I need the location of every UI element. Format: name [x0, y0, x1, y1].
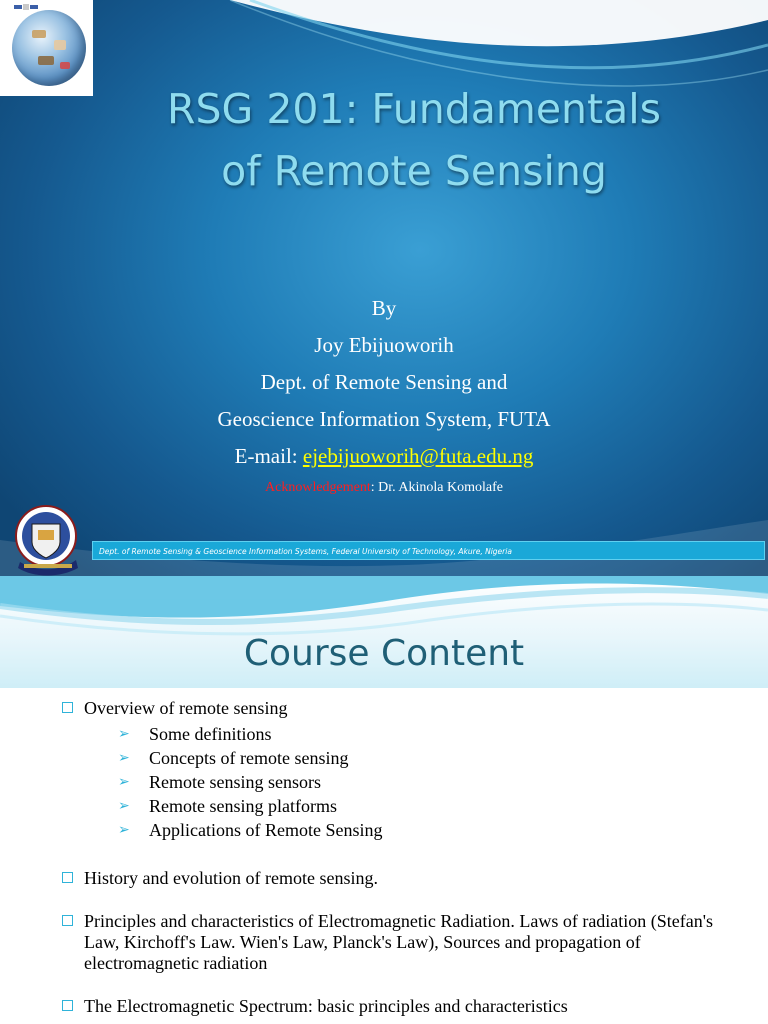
globe-icon	[12, 10, 86, 86]
course-content-slide	[0, 576, 768, 1024]
by-label: By	[371, 296, 397, 320]
course-content-list	[60, 698, 740, 1017]
list-item-label: History and evolution of remote sensing.	[84, 868, 378, 888]
sub-list	[84, 722, 740, 842]
square-bullet-icon	[62, 1000, 73, 1011]
sub-list-item-label: Remote sensing sensors	[149, 772, 321, 792]
arrow-bullet-icon: ➢	[118, 798, 130, 814]
sub-list-item	[84, 746, 740, 770]
title-line-1: RSG 201: Fundamentals	[167, 85, 661, 133]
slide-footer: Dept. of Remote Sensing & Geoscience Information Systems, Federal University of Technology, Akure, Nigeria	[92, 541, 765, 560]
university-crest-logo	[10, 502, 88, 576]
list-item-label: The Electromagnetic Spectrum: basic principles and characteristics	[84, 996, 568, 1016]
sub-list-item	[84, 722, 740, 746]
arrow-bullet-icon: ➢	[118, 750, 130, 766]
department-line-2: Geoscience Information System, FUTA	[217, 407, 551, 431]
email-link[interactable]: ejebijuoworih@futa.edu.ng	[302, 444, 534, 468]
list-item	[60, 868, 740, 889]
slide-header	[0, 576, 768, 688]
sub-list-item-label: Concepts of remote sensing	[149, 748, 349, 768]
list-item	[60, 698, 740, 842]
square-bullet-icon	[62, 915, 73, 926]
department-line-1: Dept. of Remote Sensing and	[260, 370, 508, 394]
list-item	[60, 911, 740, 974]
slide-title: Course Content	[243, 633, 525, 674]
sub-list-item-label: Some definitions	[149, 724, 272, 744]
author-name: Joy Ebijuoworih	[314, 333, 454, 357]
satellite-icon	[14, 2, 38, 12]
acknowledgement-value: : Dr. Akinola Komolafe	[370, 480, 503, 495]
arrow-bullet-icon: ➢	[118, 822, 130, 838]
sub-list-item	[84, 818, 740, 842]
list-item-label: Overview of remote sensing	[84, 698, 288, 718]
email-label: E-mail:	[234, 444, 303, 468]
square-bullet-icon	[62, 702, 73, 713]
acknowledgement-line	[0, 475, 768, 501]
sub-list-item	[84, 770, 740, 794]
arrow-bullet-icon: ➢	[118, 726, 130, 742]
square-bullet-icon	[62, 872, 73, 883]
slide-title	[60, 78, 768, 202]
acknowledgement-label: Acknowledgement	[265, 480, 371, 495]
title-line-2: of Remote Sensing	[221, 147, 607, 195]
author-block	[0, 290, 768, 501]
arrow-bullet-icon: ➢	[118, 774, 130, 790]
list-item-label: Principles and characteristics of Electromagnetic Radiation. Laws of radiation (Stefan's Law, Kirchoff's Law. Wien's Law, Planck's Law), Sources and propagation of electromagnetic radiation	[84, 911, 714, 973]
sub-list-item-label: Remote sensing platforms	[149, 796, 337, 816]
email-line	[0, 438, 768, 475]
sub-list-item	[84, 794, 740, 818]
sub-list-item-label: Applications of Remote Sensing	[149, 820, 383, 840]
list-item	[60, 996, 740, 1017]
